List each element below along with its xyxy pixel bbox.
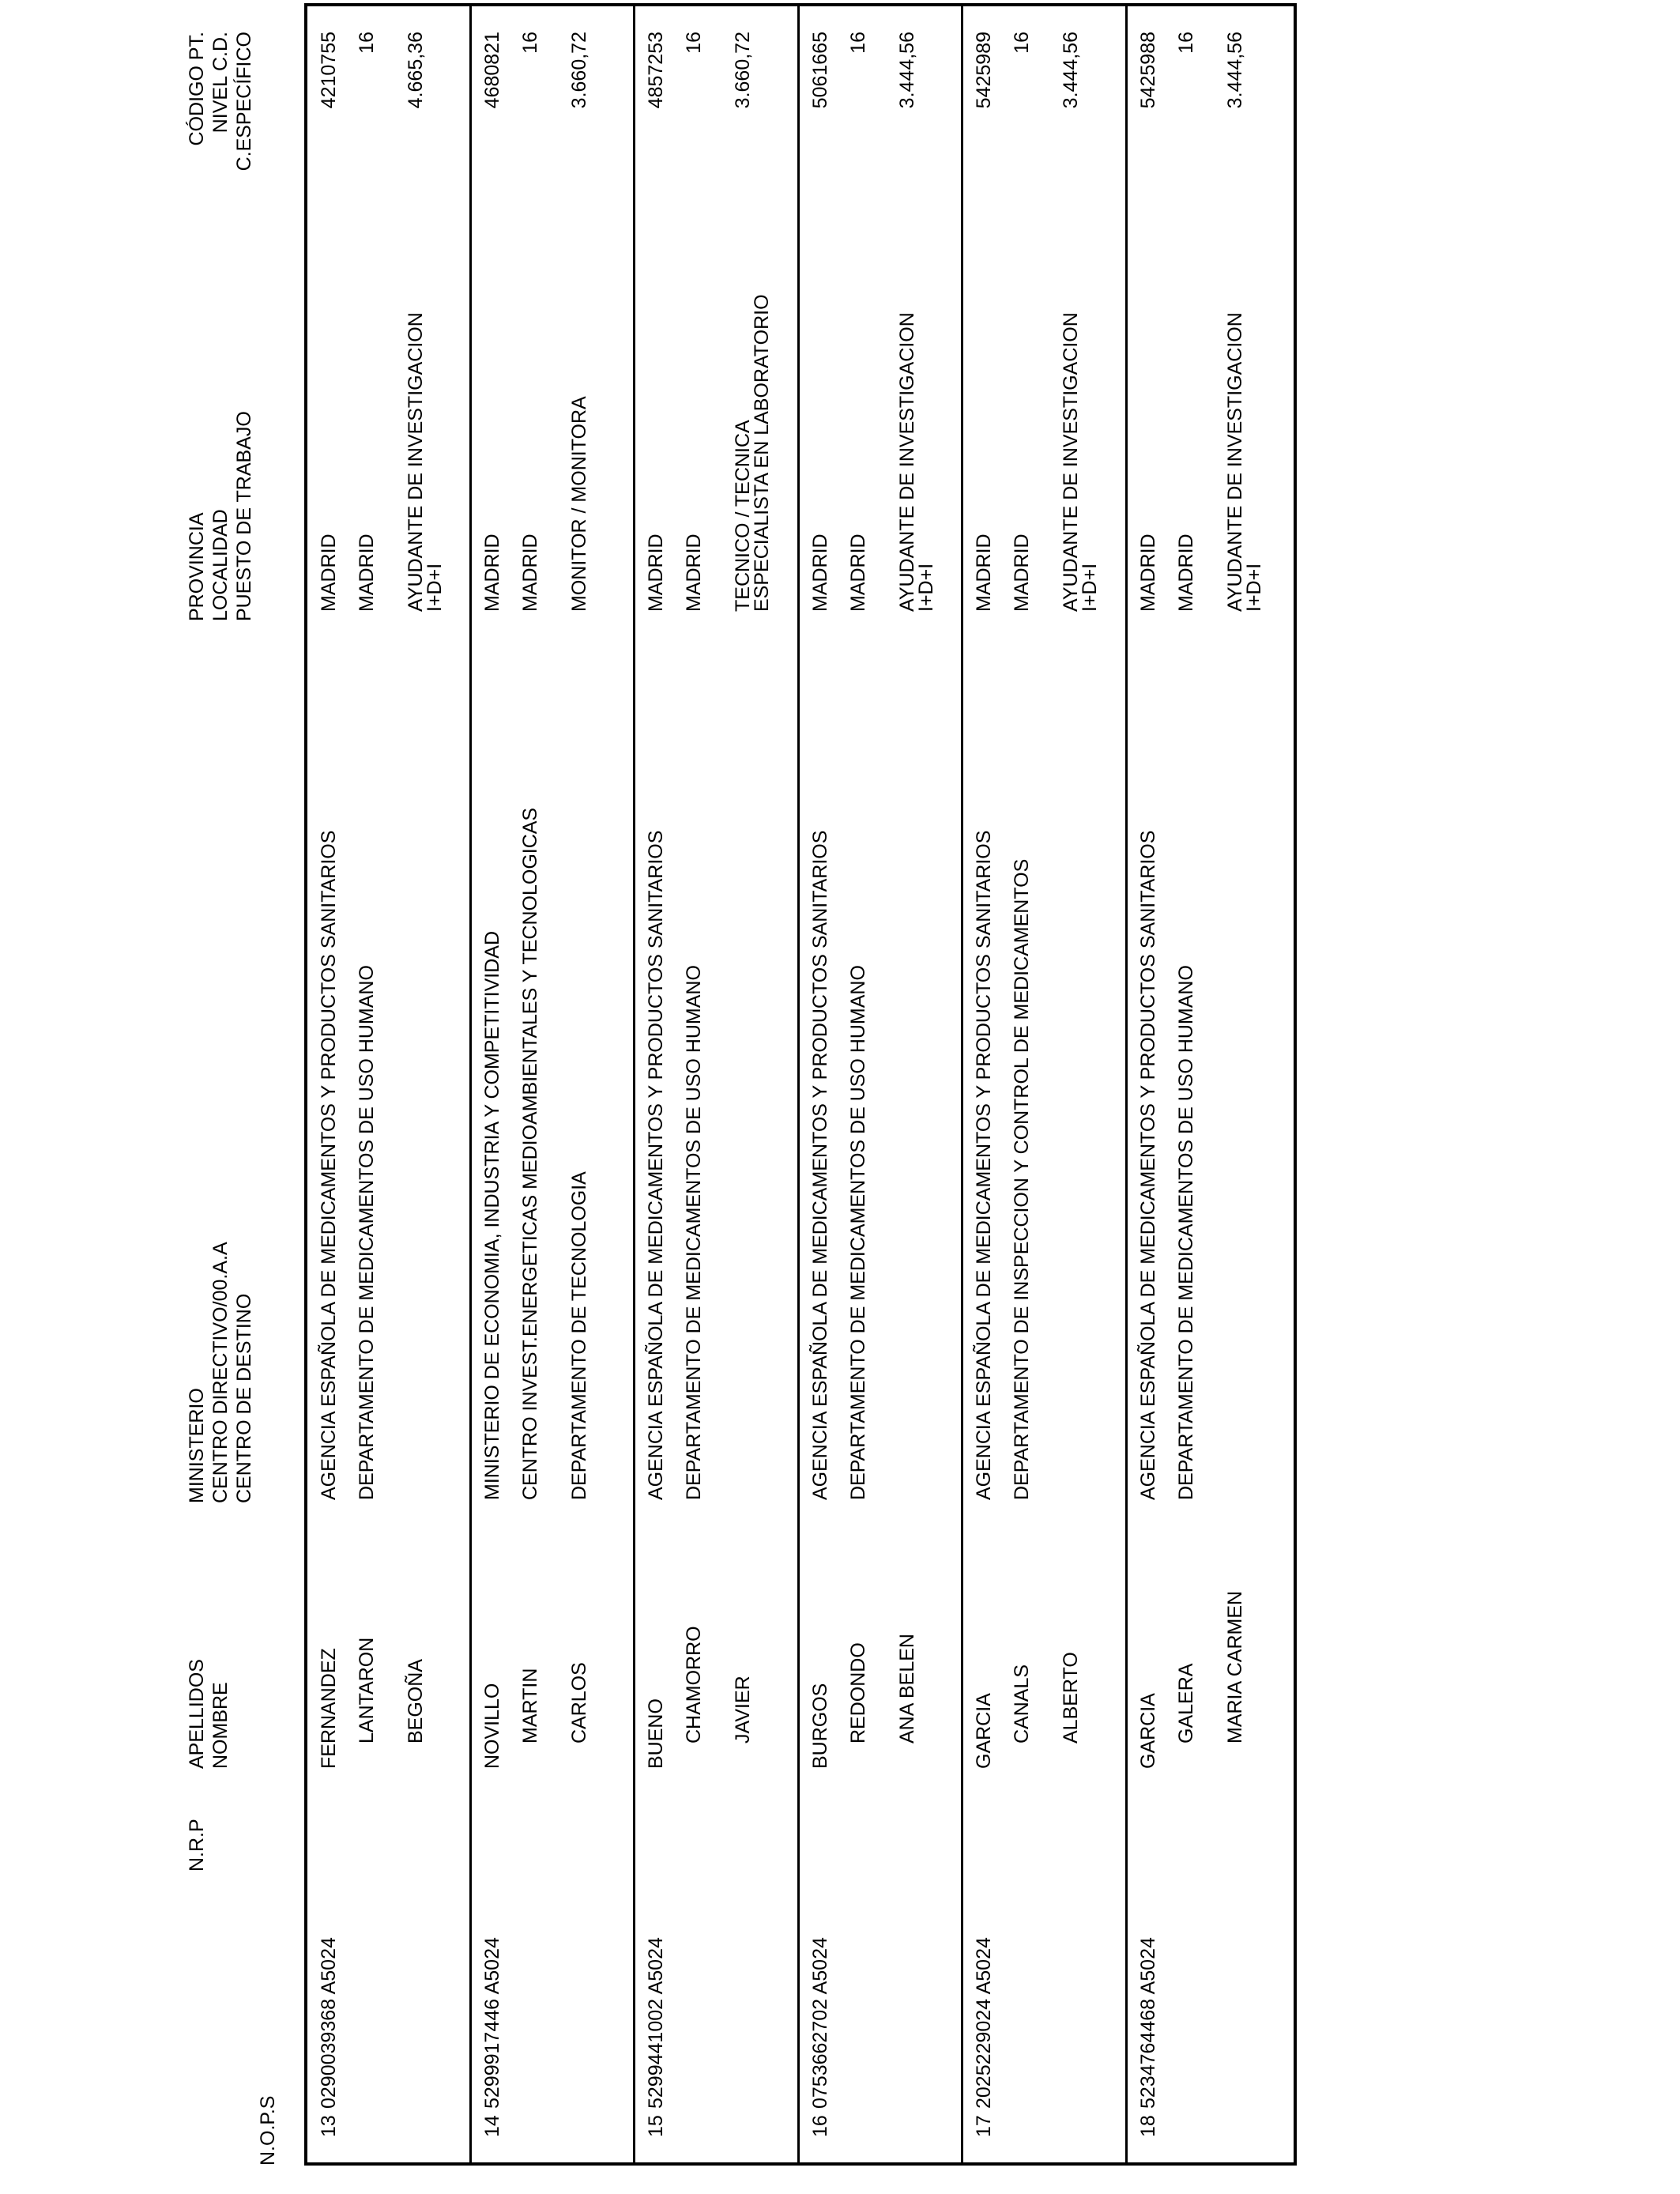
header-centro-destino-label: CENTRO DE DESTINO xyxy=(233,1293,255,1503)
cell-codigo: 4210755 xyxy=(318,32,340,109)
cell-centro-directivo: CENTRO INVEST.ENERGETICAS MEDIOAMBIENTALES Y TECNOLOGICAS xyxy=(519,807,541,1500)
table-row xyxy=(799,3,962,2162)
cell-puesto-line1: AYUDANTE DE INVESTIGACION xyxy=(1224,312,1246,612)
cell-puesto-line2: I+D+I xyxy=(1243,563,1265,612)
cell-ministerio: AGENCIA ESPAÑOLA DE MEDICAMENTOS Y PRODUCTOS SANITARIOS xyxy=(973,830,995,1500)
cell-apellido2: GALERA xyxy=(1175,1663,1197,1744)
cell-nops: 16 xyxy=(809,2115,831,2137)
header-nops-label: N.O.P.S xyxy=(257,2095,279,2166)
cell-ministerio: AGENCIA ESPAÑOLA DE MEDICAMENTOS Y PRODUCTOS SANITARIOS xyxy=(645,830,667,1500)
cell-provincia: MADRID xyxy=(318,533,340,612)
cell-codigo: 5425989 xyxy=(973,32,995,109)
cell-apellido2: REDONDO xyxy=(847,1642,869,1744)
cell-ministerio: AGENCIA ESPAÑOLA DE MEDICAMENTOS Y PRODUCTOS SANITARIOS xyxy=(318,830,340,1500)
header-ministerio-label: MINISTERIO xyxy=(186,1388,208,1503)
header-nrp-label: N.R.P xyxy=(186,1819,208,1872)
cell-localidad: MADRID xyxy=(847,533,869,612)
cell-puesto-line2: ESPECIALISTA EN LABORATORIO xyxy=(751,294,773,612)
cell-apellido1: GARCIA xyxy=(1137,1693,1159,1769)
cell-especifico: 3.660,72 xyxy=(732,32,754,109)
cell-provincia: MADRID xyxy=(481,533,503,612)
cell-nrp: 0290039368 A5024 xyxy=(318,1937,340,2109)
cell-nrp: 5234764468 A5024 xyxy=(1137,1937,1159,2109)
cell-nops: 14 xyxy=(481,2115,503,2137)
cell-nivel: 16 xyxy=(1011,32,1033,54)
table-row xyxy=(635,3,797,2162)
cell-nombre: CARLOS xyxy=(568,1662,590,1744)
cell-localidad: MADRID xyxy=(519,533,541,612)
cell-localidad: MADRID xyxy=(1011,533,1033,612)
cell-apellido1: BURGOS xyxy=(809,1683,831,1769)
cell-provincia: MADRID xyxy=(645,533,667,612)
header-codigo-label: CÓDIGO PT. xyxy=(186,32,208,146)
cell-ministerio: MINISTERIO DE ECONOMIA, INDUSTRIA Y COMPETITIVIDAD xyxy=(481,931,503,1500)
cell-puesto-line2: I+D+I xyxy=(424,563,446,612)
cell-nrp: 5299441002 A5024 xyxy=(645,1937,667,2109)
header-puesto-label: PUESTO DE TRABAJO xyxy=(233,411,255,621)
header-provincia-label: PROVINCIA xyxy=(186,512,208,621)
cell-centro-directivo: DEPARTAMENTO DE MEDICAMENTOS DE USO HUMANO xyxy=(1175,965,1197,1500)
cell-centro-directivo: DEPARTAMENTO DE MEDICAMENTOS DE USO HUMANO xyxy=(356,965,378,1500)
table-row xyxy=(471,3,634,2162)
cell-provincia: MADRID xyxy=(809,533,831,612)
cell-nops: 17 xyxy=(973,2115,995,2137)
cell-nops: 18 xyxy=(1137,2115,1159,2137)
cell-ministerio: AGENCIA ESPAÑOLA DE MEDICAMENTOS Y PRODUCTOS SANITARIOS xyxy=(1137,830,1159,1500)
cell-codigo: 5425988 xyxy=(1137,32,1159,109)
cell-nops: 13 xyxy=(318,2115,340,2137)
header-provincia-puesto xyxy=(185,411,256,621)
cell-puesto-line1: MONITOR / MONITORA xyxy=(568,396,590,612)
cell-puesto-line2: I+D+I xyxy=(915,563,937,612)
cell-codigo: 5061665 xyxy=(809,32,831,109)
cell-nivel: 16 xyxy=(519,32,541,54)
cell-localidad: MADRID xyxy=(1175,533,1197,612)
cell-especifico: 3.444,56 xyxy=(1224,32,1246,109)
table-row xyxy=(962,3,1125,2162)
cell-apellido2: MARTIN xyxy=(519,1668,541,1744)
header-nops xyxy=(185,2096,280,2166)
header-nivel-label: NIVEL C.D. xyxy=(209,32,232,134)
cell-centro-directivo: DEPARTAMENTO DE INSPECCION Y CONTROL DE MEDICAMENTOS xyxy=(1011,858,1033,1500)
cell-puesto-line1: AYUDANTE DE INVESTIGACION xyxy=(896,312,918,612)
cell-nivel: 16 xyxy=(1175,32,1197,54)
cell-apellido1: NOVILLO xyxy=(481,1683,503,1769)
cell-centro-directivo: DEPARTAMENTO DE MEDICAMENTOS DE USO HUMANO xyxy=(847,965,869,1500)
header-centro-directivo-label: CENTRO DIRECTIVO/00.A.A xyxy=(209,1242,232,1503)
cell-puesto-line2: I+D+I xyxy=(1079,563,1101,612)
cell-especifico: 4.665,36 xyxy=(405,32,427,109)
cell-nombre: MARIA CARMEN xyxy=(1224,1590,1246,1744)
cell-provincia: MADRID xyxy=(973,533,995,612)
cell-nivel: 16 xyxy=(356,32,378,54)
cell-nombre: BEGOÑA xyxy=(405,1659,427,1744)
cell-especifico: 3.444,56 xyxy=(1060,32,1082,109)
cell-nombre: ANA BELEN xyxy=(896,1634,918,1744)
cell-centro-destino: DEPARTAMENTO DE TECNOLOGIA xyxy=(568,1171,590,1500)
cell-localidad: MADRID xyxy=(356,533,378,612)
header-nombre-label: NOMBRE xyxy=(209,1682,232,1769)
header-codigo-nivel xyxy=(185,32,256,218)
cell-nombre: JAVIER xyxy=(732,1676,754,1744)
cell-puesto-line1: AYUDANTE DE INVESTIGACION xyxy=(1060,312,1082,612)
cell-apellido1: FERNANDEZ xyxy=(318,1648,340,1769)
cell-nombre: ALBERTO xyxy=(1060,1652,1082,1744)
cell-apellido2: LANTARON xyxy=(356,1637,378,1744)
table-row xyxy=(307,3,470,2162)
cell-centro-directivo: DEPARTAMENTO DE MEDICAMENTOS DE USO HUMANO xyxy=(683,965,705,1500)
cell-apellido1: GARCIA xyxy=(973,1693,995,1769)
cell-provincia: MADRID xyxy=(1137,533,1159,612)
cell-nivel: 16 xyxy=(847,32,869,54)
header-localidad-label: LOCALIDAD xyxy=(209,509,232,621)
cell-especifico: 3.660,72 xyxy=(568,32,590,109)
table-row xyxy=(1127,3,1290,2162)
cell-localidad: MADRID xyxy=(683,533,705,612)
header-apellidos-nombre xyxy=(185,1659,232,1769)
cell-nivel: 16 xyxy=(683,32,705,54)
cell-puesto-line1: AYUDANTE DE INVESTIGACION xyxy=(405,312,427,612)
header-especifico-label: C.ESPECÍFICO xyxy=(233,32,255,172)
cell-nrp: 5299917446 A5024 xyxy=(481,1937,503,2109)
cell-ministerio: AGENCIA ESPAÑOLA DE MEDICAMENTOS Y PRODUCTOS SANITARIOS xyxy=(809,830,831,1500)
cell-nrp: 2025229024 A5024 xyxy=(973,1937,995,2109)
cell-nops: 15 xyxy=(645,2115,667,2137)
cell-apellido1: BUENO xyxy=(645,1698,667,1769)
header-nrp xyxy=(185,1819,209,1872)
cell-nrp: 0753662702 A5024 xyxy=(809,1937,831,2109)
cell-codigo: 4680821 xyxy=(481,32,503,109)
cell-especifico: 3.444,56 xyxy=(896,32,918,109)
cell-codigo: 4857253 xyxy=(645,32,667,109)
cell-apellido2: CHAMORRO xyxy=(683,1626,705,1744)
header-apellidos-label: APELLIDOS xyxy=(186,1659,208,1769)
header-ministerio-centro xyxy=(185,1242,256,1503)
cell-apellido2: CANALS xyxy=(1011,1664,1033,1744)
cell-puesto-line1: TECNICO / TECNICA xyxy=(732,420,754,612)
